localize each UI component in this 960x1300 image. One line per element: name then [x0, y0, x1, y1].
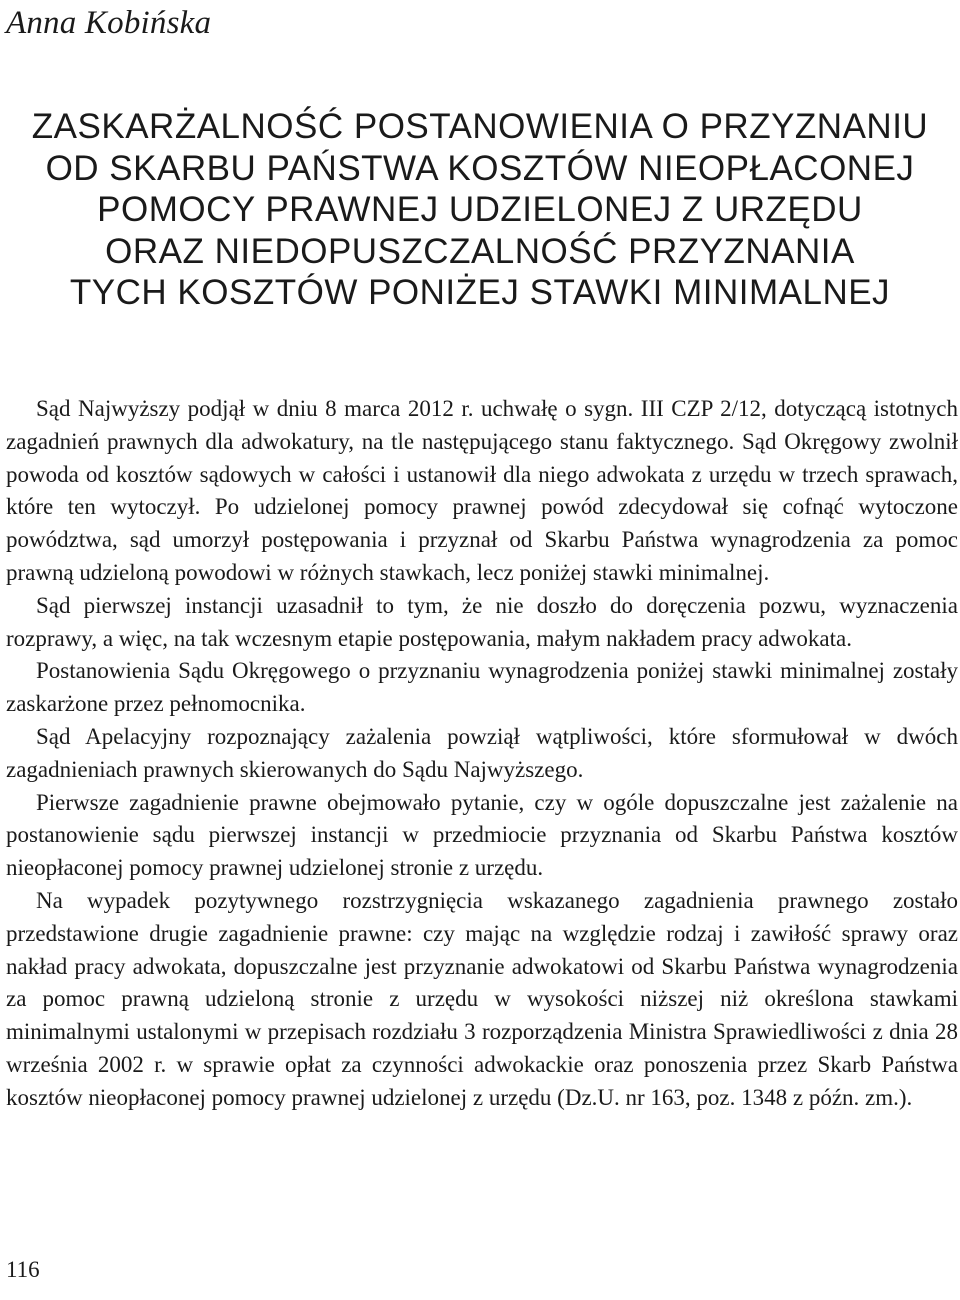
title-line: POMOCY PRAWNEJ UDZIELONEJ Z URZĘDU [97, 190, 863, 229]
title-line: TYCH KOSZTÓW PONIŻEJ STAWKI MINIMALNEJ [69, 273, 891, 312]
paragraph: Sąd pierwszej instancji uzasadnił to tym, że nie doszło do doręczenia pozwu, wyznaczenia rozprawy, a więc, na tak wczesnym etapie postępowania, małym nakładem pracy adwokata. [6, 592, 958, 651]
paragraph: Pierwsze zagadnienie prawne obejmowało pytanie, czy w ogóle dopuszczalne jest zażalenie na postanowienie sądu pierwszej instancji w przedmiocie przyznania od Skarbu Państwa kosztów nieopłaconej pomocy prawnej udzielonej stronie z urzędu. [6, 789, 958, 881]
paragraph: Sąd Najwyższy podjął w dniu 8 marca 2012 r. uchwałę o sygn. III CZP 2/12, dotyczącą istotnych zagadnień prawnych dla adwokatury, na tle następującego stanu faktycznego. Sąd Okręgowy zwolnił powoda od kosztów sądowych w całości i ustanowił dla niego adwokata z urzędu w trzech sprawach, które ten wytoczył. Po udzielonej pomocy prawnej powód zdecydował się cofnąć wytoczone powództwa, sąd umorzył postępowania i przyznał od Skarbu Państwa wynagrodzenia za pomoc prawną udzieloną powodowi w różnych stawkach, lecz poniżej stawki minimalnej. [6, 396, 958, 585]
title-line: ORAZ NIEDOPUSZCZALNOŚĆ PRZYZNANIA [105, 231, 855, 271]
article-title [0, 106, 960, 314]
title-line: OD SKARBU PAŃSTWA KOSZTÓW NIEOPŁACONEJ [45, 148, 915, 188]
paragraph: Sąd Apelacyjny rozpoznający zażalenia powziął wątpliwości, które sformułował w dwóch zagadnieniach prawnych skierowanych do Sądu Najwyższego. [6, 723, 958, 782]
article-body [6, 393, 958, 1115]
title-line: ZASKARŻALNOŚĆ POSTANOWIENIA O PRZYZNANIU [31, 107, 929, 146]
paragraph: Postanowienia Sądu Okręgowego o przyznaniu wynagrodzenia poniżej stawki minimalnej zostały zaskarżone przez pełnomocnika. [6, 658, 958, 717]
author-name: Anna Kobińska [6, 5, 212, 41]
page-number: 116 [6, 1257, 40, 1282]
paragraph: Na wypadek pozytywnego rozstrzygnięcia wskazanego zagadnienia prawnego zostało przedstawione drugie zagadnienie prawne: czy mając na względzie rodzaj i zawiłość sprawy oraz nakład pracy adwokata, dopuszczalne jest przyznanie adwokatowi od Skarbu Państwa wynagrodzenia za pomoc prawną udzieloną stronie z urzędu w wysokości niższej niż określona stawkami minimalnymi ustalonymi w przepisach rozdziału 3 rozporządzenia Ministra Sprawiedliwości z dnia 28 września 2002 r. w sprawie opłat za czynności adwokackie oraz ponoszenia przez Skarb Państwa kosztów nieopłaconej pomocy prawnej udzielonej z urzędu (Dz.U. nr 163, poz. 1348 z późn. zm.). [6, 887, 958, 1110]
